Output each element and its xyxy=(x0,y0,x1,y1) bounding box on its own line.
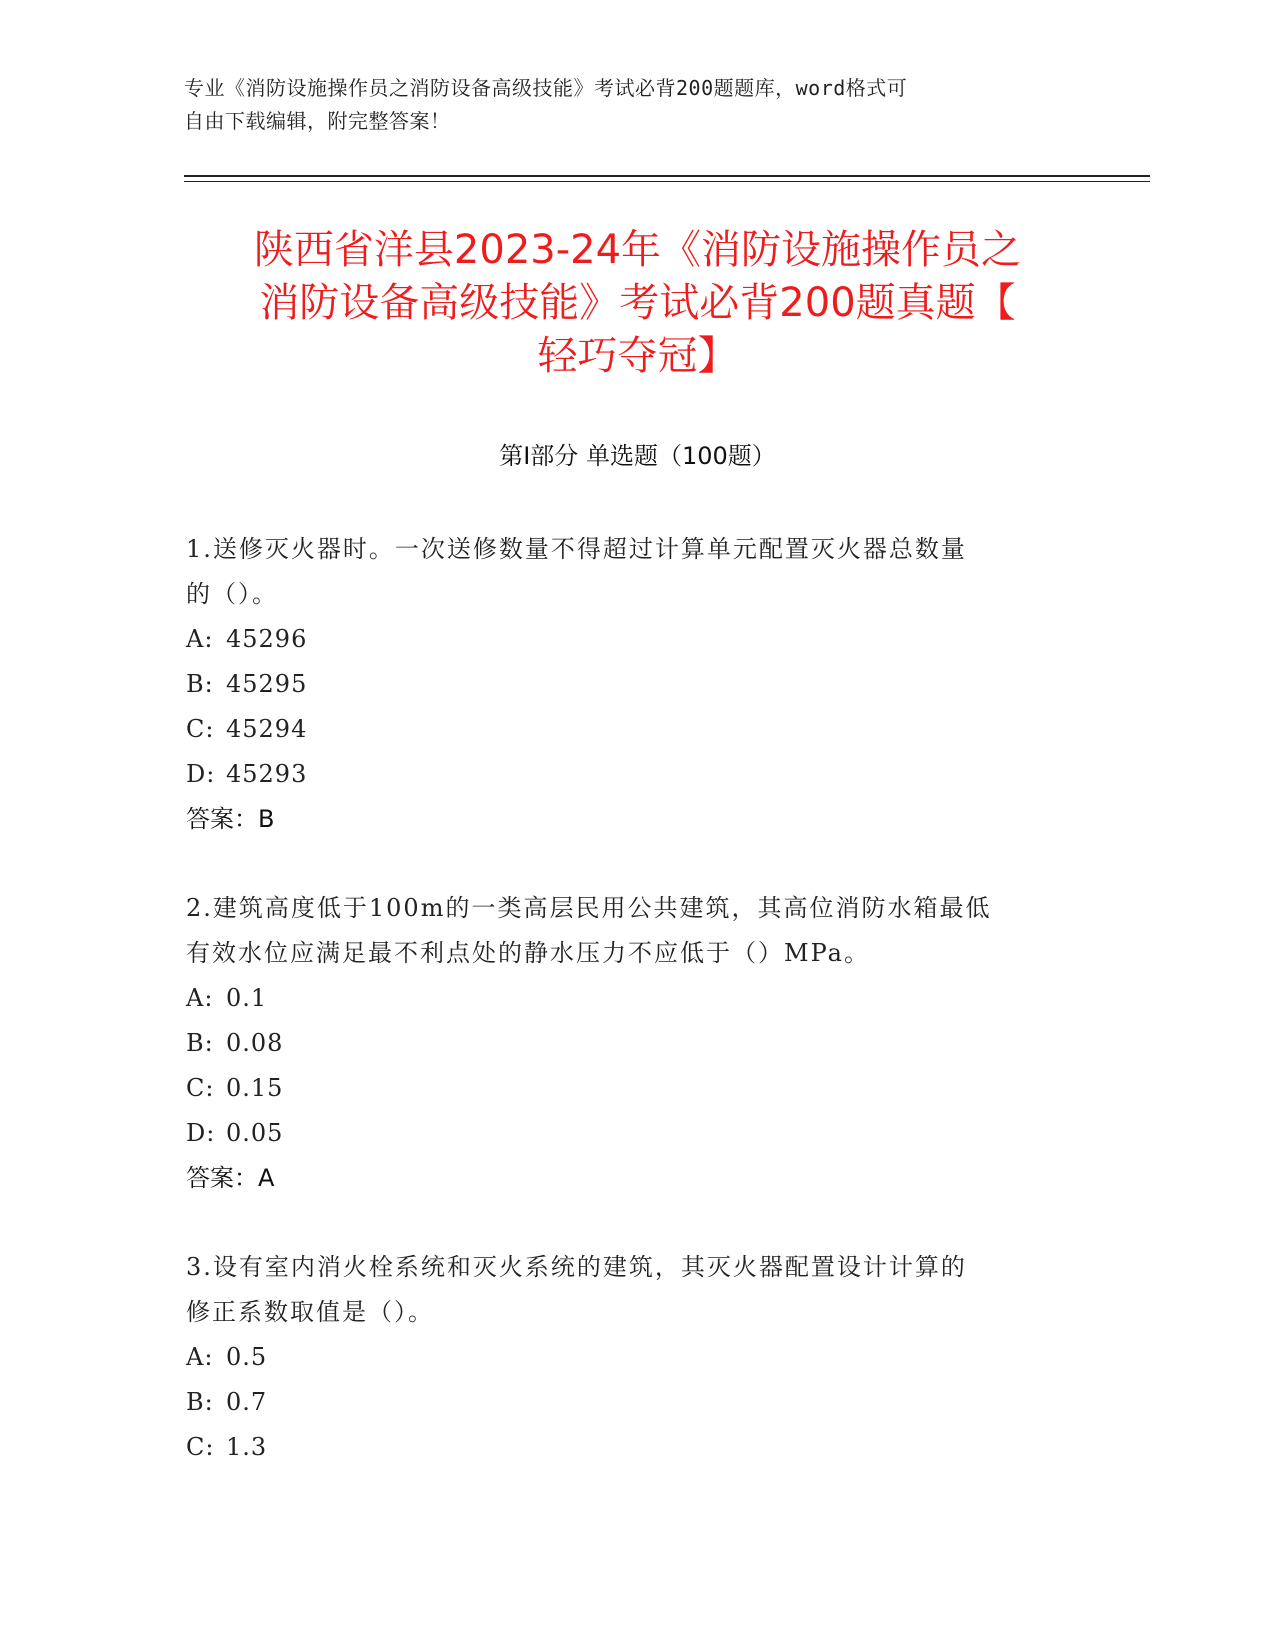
title-line-2: 消防设备高级技能》考试必背200题真题【 xyxy=(259,280,1016,326)
question-stem-line: 1.送修灭火器时。一次送修数量不得超过计算单元配置灭火器总数量 xyxy=(186,535,967,563)
question-item xyxy=(186,527,1076,842)
header-line-2: 自由下载编辑，附完整答案！ xyxy=(184,109,451,133)
question-stem xyxy=(186,1245,1076,1335)
option-text: 45295 xyxy=(226,670,308,698)
option-d xyxy=(186,752,1076,797)
option-letter: B: xyxy=(186,670,214,698)
document-header xyxy=(184,72,1064,138)
option-text: 0.08 xyxy=(226,1029,284,1057)
title-line-3: 轻巧夺冠】 xyxy=(537,333,738,379)
question-stem-line: 有效水位应满足最不利点处的静水压力不应低于（）MPa。 xyxy=(186,939,870,967)
option-letter: A: xyxy=(186,1343,214,1371)
option-b xyxy=(186,1380,1076,1425)
header-divider-thin xyxy=(184,181,1150,182)
answer-text: 答案：B xyxy=(186,805,275,833)
option-text: 1.3 xyxy=(226,1433,268,1461)
section-heading: 第Ⅰ部分 单选题（100题） xyxy=(499,442,776,470)
option-letter: A: xyxy=(186,984,214,1012)
option-letter: C: xyxy=(186,1074,215,1102)
option-text: 45294 xyxy=(226,715,308,743)
option-text: 0.1 xyxy=(226,984,268,1012)
title-line-1: 陕西省洋县2023-24年《消防设施操作员之 xyxy=(253,227,1022,273)
question-item xyxy=(186,1245,1076,1470)
option-letter: C: xyxy=(186,715,215,743)
option-letter: A: xyxy=(186,625,214,653)
question-stem-line: 2.建筑高度低于100m的一类高层民用公共建筑，其高位消防水箱最低 xyxy=(186,894,992,922)
option-text: 45296 xyxy=(226,625,308,653)
option-text: 0.05 xyxy=(226,1119,284,1147)
option-letter: D: xyxy=(186,760,216,788)
header-divider-thick xyxy=(184,175,1150,177)
question-list xyxy=(186,527,1076,1514)
header-line-1: 专业《消防设施操作员之消防设备高级技能》考试必背200题题库，word格式可 xyxy=(184,76,908,100)
document-title xyxy=(150,224,1125,383)
option-letter: B: xyxy=(186,1029,214,1057)
option-c xyxy=(186,707,1076,752)
option-b xyxy=(186,1021,1076,1066)
question-item xyxy=(186,886,1076,1201)
option-text: 0.15 xyxy=(226,1074,284,1102)
question-stem-line: 修正系数取值是（）。 xyxy=(186,1298,434,1326)
option-text: 0.7 xyxy=(226,1388,268,1416)
option-a xyxy=(186,617,1076,662)
option-text: 0.5 xyxy=(226,1343,268,1371)
option-c xyxy=(186,1425,1076,1470)
option-a xyxy=(186,1335,1076,1380)
option-letter: C: xyxy=(186,1433,215,1461)
option-d xyxy=(186,1111,1076,1156)
question-stem xyxy=(186,886,1076,976)
answer-text: 答案：A xyxy=(186,1164,275,1192)
option-c xyxy=(186,1066,1076,1111)
question-stem-line: 3.设有室内消火栓系统和灭火系统的建筑，其灭火器配置设计计算的 xyxy=(186,1253,967,1281)
option-b xyxy=(186,662,1076,707)
question-stem xyxy=(186,527,1076,617)
option-text: 45293 xyxy=(226,760,308,788)
option-a xyxy=(186,976,1076,1021)
question-stem-line: 的（）。 xyxy=(186,580,278,608)
option-letter: B: xyxy=(186,1388,214,1416)
option-letter: D: xyxy=(186,1119,216,1147)
